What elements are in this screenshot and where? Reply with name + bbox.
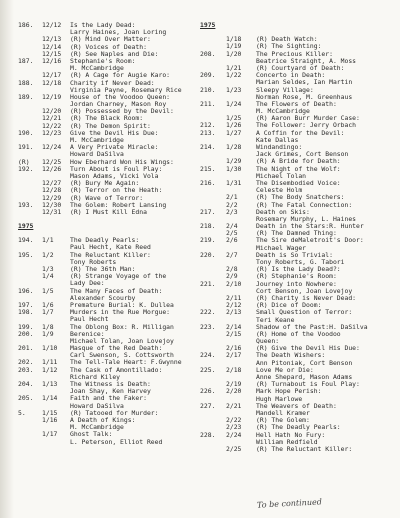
- entry-text: The Night of the Wolf:: [256, 164, 341, 173]
- entry-text: Love Me or Die:: [256, 365, 314, 374]
- entry-num: 217.: [200, 207, 216, 216]
- entry-num: 187.: [18, 56, 34, 65]
- entry-text: William Redfield: [256, 437, 318, 446]
- entry-text: Rosemary Murphy, L. Haines: [256, 214, 357, 223]
- year-heading: 1975: [200, 21, 216, 29]
- entry-text: (R) Aaron Burr Murder Case:: [256, 114, 360, 123]
- entry-date: 1/9: [42, 329, 54, 338]
- schedule-entry: [200, 331, 390, 338]
- entry-date: 1/7: [42, 308, 54, 317]
- entry-text: M. McCambridge: [70, 64, 124, 73]
- entry-text: (R) Possessed by the Devil:: [70, 107, 174, 116]
- entry-text: How Eberhard Won His Wings:: [70, 157, 174, 166]
- entry-text: Small Question of Terror:: [256, 308, 353, 317]
- right-column: [200, 22, 390, 453]
- entry-text: Tony Roberts: [70, 257, 117, 266]
- entry-date: 1/10: [42, 344, 58, 353]
- entry-date: 12/15: [42, 49, 62, 58]
- entry-num: 210.: [200, 85, 216, 94]
- entry-text: Stephanie's Room:: [70, 56, 136, 65]
- entry-date: 12/20: [42, 107, 62, 116]
- entry-text: The Death Wishers:: [256, 351, 326, 360]
- entry-text: M. McCambridge: [256, 107, 310, 116]
- entry-date: 1/24: [226, 99, 242, 108]
- entry-date: 2/12: [226, 301, 242, 310]
- entry-text: The Disembodied Voice:: [256, 178, 341, 187]
- entry-text: Joan Shay, Ken Harvey: [70, 387, 151, 396]
- entry-text: Jordan Charney, Mason Roy: [70, 100, 167, 109]
- entry-text: Berenice:: [70, 329, 105, 338]
- entry-date: 1/8: [42, 322, 54, 331]
- entry-date: 12/12: [42, 21, 62, 29]
- entry-num: 205.: [18, 394, 34, 403]
- entry-text: Queen:: [256, 337, 280, 346]
- entry-date: 1/16: [42, 415, 58, 424]
- entry-date: 2/10: [226, 279, 242, 288]
- entry-num: 219.: [200, 236, 216, 245]
- entry-date: 2/2: [226, 200, 238, 209]
- entry-text: (R) Turnabout is Foul Play:: [256, 380, 360, 389]
- entry-text: Howard DaSilva: [70, 401, 124, 410]
- entry-text: Faith and the Faker:: [70, 394, 147, 403]
- entry-text: The Golem: Robert Lansing: [70, 200, 167, 209]
- entry-text: (R) Mind Over Matter:: [70, 35, 151, 44]
- entry-text: (R) Stephanie's Room:: [256, 272, 337, 281]
- entry-num: 228.: [200, 430, 216, 439]
- entry-date: 12/25: [42, 157, 62, 166]
- entry-date: 12/27: [42, 179, 62, 188]
- entry-num: 195.: [18, 250, 34, 259]
- entry-date: 12/19: [42, 92, 62, 101]
- entry-text: The Weavers of Death:: [256, 401, 337, 410]
- entry-text: The Follower: Jerry Orbach: [256, 121, 357, 130]
- entry-text: (R) Strange Voyage of the: [70, 272, 167, 281]
- entry-date: 1/1: [42, 236, 54, 245]
- entry-num: 191.: [18, 143, 34, 152]
- entry-text: (R) Home of the Voodoo: [256, 329, 341, 338]
- entry-text: Marian Seldes, Ian Martin: [256, 78, 353, 87]
- entry-text: Virginia Payne, Rosemary Rice: [70, 85, 182, 94]
- entry-date: 1/23: [226, 85, 242, 94]
- entry-num: 201.: [18, 344, 34, 353]
- entry-text: Mandell Kramer: [256, 408, 310, 417]
- entry-text: The Deadly Pearls:: [70, 236, 140, 245]
- entry-text: (R) The Body Snatchers:: [256, 193, 345, 202]
- entry-num: 203.: [18, 365, 34, 374]
- entry-text: (R) The Golem:: [256, 416, 310, 425]
- entry-text: The Precious Killer:: [256, 49, 333, 58]
- entry-text: (R) The Reluctant Killer:: [256, 444, 353, 453]
- entry-date: 2/18: [226, 365, 242, 374]
- entry-num: 213.: [200, 128, 216, 137]
- entry-num: 199.: [18, 322, 34, 331]
- entry-text: M. McCambridge: [70, 423, 124, 432]
- spacer: [18, 216, 203, 223]
- entry-num: 5.: [18, 408, 26, 417]
- entry-date: 1/27: [226, 128, 242, 137]
- entry-text: Windandingo:: [256, 143, 303, 151]
- entry-num: 209.: [200, 71, 216, 80]
- entry-text: Richard Kiley: [70, 372, 121, 381]
- entry-text: Paul Hecht: [70, 315, 109, 324]
- schedule-entry: [200, 309, 390, 316]
- entry-num: 215.: [200, 164, 216, 173]
- entry-num: 226.: [200, 387, 216, 396]
- entry-text: Mark Hope Perish:: [256, 387, 322, 396]
- entry-num: 220.: [200, 250, 216, 259]
- entry-date: 1/28: [226, 143, 242, 151]
- entry-text: Tony Roberts, G. Tabori: [256, 258, 345, 266]
- entry-num: 190.: [18, 128, 34, 137]
- entry-text: Mason Adams, Vicki Vola: [70, 171, 159, 180]
- year-heading: 1975: [18, 222, 34, 231]
- entry-num: 196.: [18, 286, 34, 295]
- entry-date: 2/1: [226, 193, 238, 202]
- entry-text: Turn About is Foul Play:: [70, 164, 163, 173]
- entry-date: 2/4: [226, 222, 238, 231]
- entry-date: 1/6: [42, 300, 54, 309]
- entry-text: Murders in the Rue Morgue:: [70, 308, 171, 317]
- entry-date: 2/3: [226, 207, 238, 216]
- entry-date: 1/29: [226, 157, 242, 166]
- entry-text: (R) Charity is Never Dead:: [256, 293, 357, 302]
- entry-text: (R) Give the Devil His Due:: [256, 344, 360, 353]
- entry-text: Is the Lady Dead:: [70, 21, 136, 29]
- entry-num: 211.: [200, 99, 216, 108]
- schedule-entry: [18, 209, 203, 216]
- entry-num: 212.: [200, 121, 216, 130]
- entry-num: 204.: [18, 380, 34, 388]
- entry-date: 12/28: [42, 186, 62, 195]
- entry-num: 197.: [18, 300, 34, 309]
- entry-date: 12/21: [42, 114, 62, 123]
- entry-date: 1/19: [226, 42, 242, 51]
- entry-num: 218.: [200, 222, 216, 231]
- entry-text: (R) The Deadly Pearls:: [256, 423, 341, 432]
- entry-text: Michael Wager: [256, 243, 307, 252]
- schedule-entry: [200, 446, 390, 453]
- entry-text: (R) Is the Lady Dead?:: [256, 265, 341, 274]
- entry-text: The Sire deMaletroit's Door:: [256, 236, 364, 245]
- entry-text: (R) Courtyard of Death:: [256, 63, 345, 72]
- entry-date: 12/13: [42, 35, 62, 44]
- entry-text: (R) Tatooed for Murder:: [70, 408, 159, 417]
- entry-text: (R) A Bride for Death:: [256, 157, 341, 166]
- entry-text: Howard DaSilva: [70, 150, 124, 159]
- entry-num: 198.: [18, 308, 34, 317]
- entry-date: 2/16: [226, 344, 242, 353]
- entry-text: Carl Swenson, S. Cottsworth: [70, 351, 174, 360]
- entry-num: 200.: [18, 329, 34, 338]
- entry-text: Sleepy Village:: [256, 85, 314, 94]
- entry-text: Premature Burial: K. Dullea: [70, 300, 174, 309]
- schedule-entry: [18, 273, 203, 280]
- entry-num: 192.: [18, 164, 34, 173]
- entry-date: 1/30: [226, 164, 242, 173]
- entry-text: (R) The Damned Thing:: [256, 229, 337, 238]
- entry-date: 2/23: [226, 423, 242, 432]
- entry-num: 224.: [200, 351, 216, 360]
- entry-date: 1/17: [42, 430, 58, 439]
- entry-date: 12/22: [42, 121, 62, 130]
- entry-text: The Witness is Death:: [70, 380, 151, 388]
- entry-text: The Many Faces of Death:: [70, 286, 163, 295]
- entry-text: Give the Devil His Due:: [70, 128, 159, 137]
- entry-num: 193.: [18, 200, 34, 209]
- entry-text: (R) The Fatal Connection:: [256, 200, 353, 209]
- entry-date: 1/5: [42, 286, 54, 295]
- entry-num: 223.: [200, 322, 216, 331]
- entry-text: Norman Rose, M. Greenhaus: [256, 92, 353, 101]
- entry-text: (R) The Sighting:: [256, 42, 322, 51]
- entry-text: The Flowers of Death:: [256, 99, 337, 108]
- entry-date: 12/23: [42, 128, 62, 137]
- entry-text: M. McCambridge: [70, 136, 124, 144]
- entry-date: 1/2: [42, 250, 54, 259]
- entry-date: 12/30: [42, 200, 62, 209]
- entry-text: Teri Keane: [256, 315, 295, 324]
- entry-num: 216.: [200, 178, 216, 187]
- entry-text: (R) Bury Me Again:: [70, 179, 140, 188]
- entry-date: 12/16: [42, 56, 62, 65]
- entry-text: A Coffin for the Devil:: [256, 128, 345, 137]
- entry-date: 1/21: [226, 63, 242, 72]
- entry-date: 1/3: [42, 265, 54, 273]
- entry-num: 186.: [18, 21, 34, 29]
- entry-num: 221.: [200, 279, 216, 288]
- entry-date: 1/22: [226, 71, 242, 80]
- entry-date: 2/7: [226, 250, 238, 259]
- entry-num: 225.: [200, 365, 216, 374]
- entry-text: Anne Shepard, Mason Adams: [256, 373, 353, 381]
- entry-date: 2/13: [226, 308, 242, 317]
- entry-num: 189.: [18, 92, 34, 101]
- entry-num: (R): [18, 157, 30, 166]
- entry-date: 1/12: [42, 365, 58, 374]
- entry-text: A Death of Kings:: [70, 415, 136, 424]
- entry-text: Celeste Holm: [256, 186, 303, 195]
- entry-text: (R) The Demon Spirit:: [70, 121, 151, 130]
- entry-text: Jack Grimes, Cort Benson: [256, 150, 349, 159]
- entry-text: (R) The Black Room:: [70, 114, 144, 123]
- entry-text: Alexander Scourby: [70, 293, 136, 302]
- entry-date: 2/5: [226, 229, 238, 238]
- entry-text: L. Peterson, Elliot Reed: [70, 437, 163, 446]
- entry-date: 2/15: [226, 329, 242, 338]
- entry-date: 2/6: [226, 236, 238, 245]
- schedule-entry: [18, 309, 203, 316]
- entry-date: 1/11: [42, 358, 58, 367]
- entry-text: Charity if Never Dead:: [70, 78, 155, 87]
- entry-date: 12/18: [42, 78, 62, 87]
- entry-text: Concerto in Death:: [256, 71, 326, 80]
- schedule-entry: [18, 439, 203, 446]
- entry-date: 2/14: [226, 322, 242, 331]
- entry-text: Death in the Stars:R. Hunter: [256, 222, 364, 231]
- entry-text: (R) Voices of Death:: [70, 42, 147, 51]
- entry-num: 188.: [18, 78, 34, 87]
- entry-date: 2/25: [226, 444, 242, 453]
- entry-text: Journey into Nowhere:: [256, 279, 337, 288]
- entry-text: The Reluctant Killer:: [70, 250, 151, 259]
- entry-text: Paul Hecht, Kate Reed: [70, 243, 151, 252]
- entry-text: (R) See Naples and Die:: [70, 49, 159, 58]
- entry-text: (R) The 36th Man:: [70, 265, 136, 273]
- entry-date: 2/21: [226, 401, 242, 410]
- entry-text: Masque of the Red Death:: [70, 344, 163, 353]
- entry-text: Shadow of the Past:H. DaSilva: [256, 322, 368, 331]
- entry-text: Death on Skis:: [256, 207, 310, 216]
- entry-date: 1/4: [42, 272, 54, 281]
- handwritten-note: To be continued: [256, 497, 323, 510]
- entry-date: 2/11: [226, 293, 242, 302]
- entry-date: 12/29: [42, 193, 62, 202]
- entry-text: Cort Benson, Joan Lovejoy: [256, 286, 353, 295]
- entry-date: 1/14: [42, 394, 58, 403]
- entry-date: 1/31: [226, 178, 242, 187]
- entry-text: (R) A Cage for Augie Karo:: [70, 71, 171, 80]
- entry-text: (R) Terror on the Heath:: [70, 186, 163, 195]
- entry-text: (R) Dice of Doom:: [256, 301, 322, 310]
- page-edge-shadow: [0, 0, 14, 518]
- entry-num: 208.: [200, 49, 216, 58]
- entry-text: The Tell-Tale Heart: F.Gwynne: [70, 358, 182, 367]
- entry-date: 12/24: [42, 143, 62, 152]
- entry-text: (R) Death Watch:: [256, 35, 318, 44]
- entry-num: 194.: [18, 236, 34, 245]
- entry-text: Ann Pitoniak, Cort Benson: [256, 358, 353, 367]
- entry-num: 202.: [18, 358, 34, 367]
- entry-num: 222.: [200, 308, 216, 317]
- entry-text: The Cask of Amontillado:: [70, 365, 163, 374]
- entry-date: 12/31: [42, 207, 62, 216]
- entry-text: A Very Private Miracle:: [70, 143, 159, 152]
- entry-date: 2/22: [226, 416, 242, 425]
- entry-date: 12/17: [42, 71, 62, 80]
- entry-text: (R) Wave of Terror:: [70, 193, 144, 202]
- entry-date: 2/17: [226, 351, 242, 360]
- entry-date: 1/18: [226, 35, 242, 44]
- entry-date: 1/25: [226, 114, 242, 123]
- entry-num: 227.: [200, 401, 216, 410]
- entry-text: Lady Dee:: [70, 279, 105, 288]
- entry-date: 2/24: [226, 430, 242, 439]
- entry-text: Hugh Marlowe: [256, 394, 303, 403]
- entry-date: 12/14: [42, 42, 62, 51]
- entry-date: 2/8: [226, 265, 238, 274]
- entry-date: 2/20: [226, 387, 242, 396]
- entry-date: 1/20: [226, 49, 242, 58]
- entry-date: 1/13: [42, 380, 58, 388]
- entry-date: 2/19: [226, 380, 242, 389]
- entry-num: 214.: [200, 143, 216, 151]
- entry-text: Michael Tolan: [256, 171, 307, 180]
- entry-text: Larry Haines, Joan Loring: [70, 28, 167, 37]
- left-column: [18, 22, 203, 446]
- entry-text: Death is So Trivial:: [256, 250, 333, 259]
- entry-text: (R) I Must Kill Edna: [70, 207, 147, 216]
- entry-date: 12/26: [42, 164, 62, 173]
- entry-text: The Oblong Box: R. Milligan: [70, 322, 174, 331]
- entry-text: Ghost Talk:: [70, 430, 113, 439]
- entry-text: Beatrice Straight, A. Moss: [256, 56, 357, 65]
- entry-text: Kate Dallas: [256, 135, 299, 144]
- entry-date: 1/26: [226, 121, 242, 130]
- entry-text: House of the Voodoo Queen:: [70, 92, 171, 101]
- entry-date: 1/15: [42, 408, 58, 417]
- entry-text: Michael Tolan, Joan Lovejoy: [70, 336, 174, 345]
- entry-date: 2/9: [226, 272, 238, 281]
- entry-text: Hell Hath No Fury:: [256, 430, 326, 439]
